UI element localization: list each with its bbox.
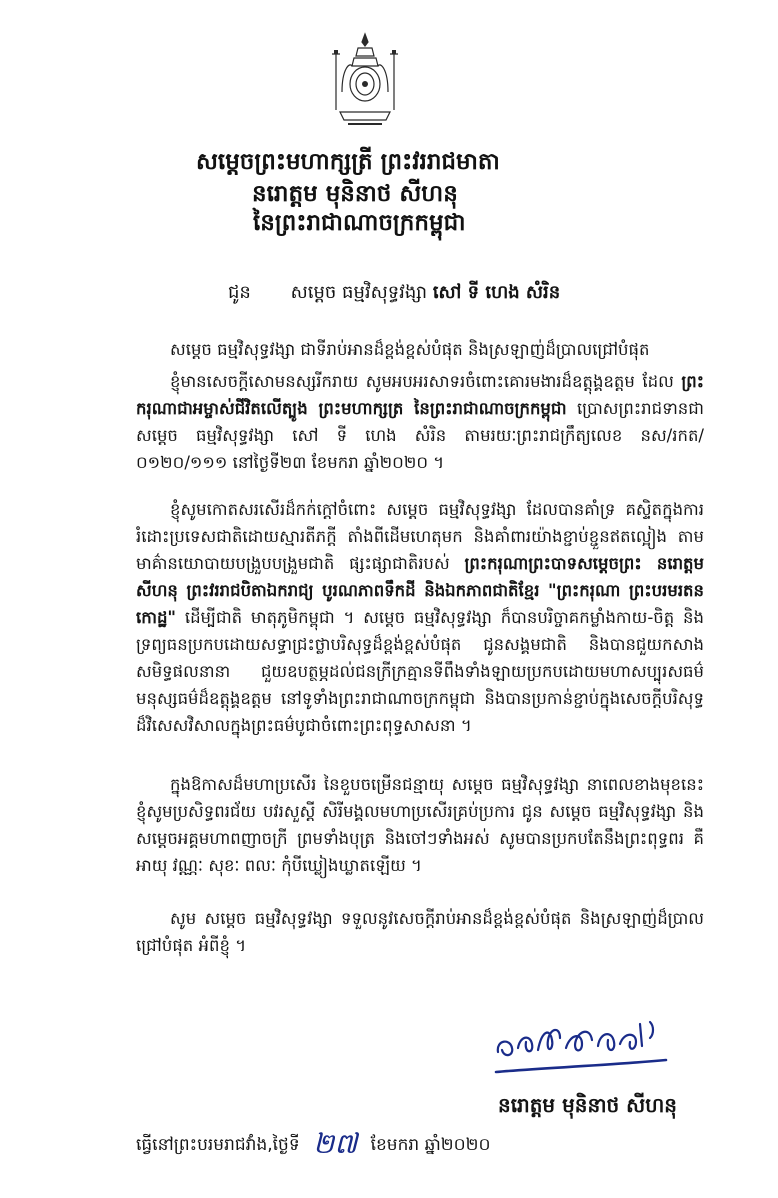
royal-coat-of-arms-icon [328, 32, 402, 128]
date-suffix: ខែមករា ឆ្នាំ២០២០ [370, 1135, 491, 1155]
handwritten-signature-icon [490, 1010, 670, 1080]
paragraph-bold-text: ព្រះករុណាព្រះបាទសម្តេចព្រះ នរោត្តម សីហនុ ព្រះវររាជបិតាឯករាជ្យ បូរណភាពទឹកដី និងឯកភាពជាតិខ្មែរ "ព្រះករុណា ព្រះបរមរតនកោដ្ឋ" [136, 554, 704, 627]
sender-kingdom: នៃព្រះរាជាណាចក្រកម្ពុជា [253, 210, 466, 236]
greeting-paragraph: សម្តេច ធម្មវិសុទ្ធវង្សា ជាទីរាប់អានដ៏ខ្ពង់ខ្ពស់បំផុត និងស្រឡាញ់ដ៏ប្រាលជ្រៅបំផុត [170, 340, 650, 359]
paragraph-text: ដើម្បីជាតិ មាតុភូមិកម្ពុជា ។ សម្តេច ធម្មវិសុទ្ធវង្សា ក៏បានបរិច្ចាគកម្លាំងកាយ-ចិត្ត និងទ្រព្យធនប្រកបដោយសទ្ធាជ្រះថ្លាបរិសុទ្ធដ៏ខ្ពង់ខ្ពស់បំផុត ជូនសង្គមជាតិ និងបានជួយកសាងសមិទ្ធផលនានា ជួយឧបត្ថម្ភដល់ជនក្រីក្រគ្មានទីពឹងទាំងឡាយប្រកបដោយមហាសប្បុរសធម៌ មនុស្សធម៌ដ៏ឧត្តុង្គឧត្តម នៅទូទាំងព្រះរាជាណាចក្រកម្ពុជា និងបានប្រកាន់ខ្ជាប់ក្នុងសេចក្តីបរិសុទ្ធដ៏វិសេសវិសាលក្នុងព្រះធម៌បូជាចំពោះព្រះពុទ្ធសាសនា ។ [136, 608, 704, 735]
addressee-name: សៅ ទី ហេង សំរិន [432, 282, 561, 303]
closing-paragraph: សូម សម្តេច ធម្មវិសុទ្ធវង្សា ទទួលនូវសេចក្តីរាប់អានដ៏ខ្ពង់ខ្ពស់បំផុត និងស្រឡាញ់ដ៏ប្រាលជ្រៅបំផុត អំពីខ្ញុំ ។ [136, 909, 704, 955]
paragraph-bold-text: ព្រះករុណាជាអម្ចាស់ជីវិតលើត្បូង ព្រះមហាក្សត្រ នៃព្រះរាជាណាចក្រកម្ពុជា [136, 372, 704, 418]
addressee-label: ជូន [228, 282, 251, 303]
praise-paragraph [136, 496, 704, 739]
date-line [136, 1126, 491, 1167]
paragraph-text: ប្រោសព្រះរាជទានជា សម្តេច ធម្មវិសុទ្ធវង្សា សៅ ទី ហេង សំរិន តាមរយៈព្រះរាជក្រឹត្យលេខ នស/រកត/០១២០/១១១ នៅថ្ងៃទី២៣ ខែមករា ឆ្នាំ២០២០ ។ [136, 399, 704, 472]
addressee-title: សម្តេច ធម្មវិសុទ្ធវង្សា [290, 282, 428, 303]
date-day-handwritten: ២៧ [313, 1127, 358, 1160]
congratulation-paragraph [136, 368, 704, 476]
date-prefix: ធ្វើនៅព្រះបរមរាជវាំង,ថ្ងៃទី [136, 1135, 300, 1155]
addressee-line [228, 280, 560, 307]
paragraph-text: ខ្ញុំមានសេចក្តីសោមនស្សរីករាយ សូមអបអរសាទរចំពោះគោរមងារដ៏ឧត្តុង្គឧត្តម ដែល [170, 372, 674, 391]
signer-name: នរោត្តម មុនិនាថ សីហនុ [498, 1093, 677, 1117]
sender-title: សម្តេចព្រះមហាក្សត្រី ព្រះវររាជមាតា [196, 149, 500, 175]
sender-name: នរោត្តម មុនិនាថ សីហនុ [252, 181, 458, 207]
paragraph-text: ខ្ញុំសូមកោតសរសើរដ៏កក់ក្តៅចំពោះ សម្តេច ធម្មវិសុទ្ធវង្សា ដែលបានគាំទ្រ គស្ទិតក្នុងការរំដោះប្រទេសជាតិដោយស្មារតីភក្តី តាំងពីដើមហេតុមក និងគាំពារយ៉ាងខ្ជាប់ខ្ជួនឥតល្អៀង តាមមាគ៌ានយោបាយបង្រួបបង្រួមជាតិ ផ្សះផ្សាជាតិរបស់ [136, 500, 704, 573]
blessing-paragraph: ក្នុងឱកាសដ៏មហាប្រសើរ នៃខួបចម្រើនជន្មាយុ សម្តេច ធម្មវិសុទ្ធវង្សា នាពេលខាងមុខនេះ ខ្ញុំសូមប្រសិទ្ធពរជ័យ បវរសួស្តី សិរីមង្គលមហាប្រសើរគ្រប់ប្រការ ជូន សម្តេច ធម្មវិសុទ្ធវង្សា និង សម្តេចអគ្គមហាពញាចក្រី ព្រមទាំងបុត្រ និងចៅៗទាំងអស់ សូមបានប្រកបតែនឹងព្រះពុទ្ធពរ គឺ អាយុ វណ្ណៈ សុខៈ ពលៈ កុំបីឃ្លៀងឃ្លាតឡើយ ។ [136, 775, 704, 875]
